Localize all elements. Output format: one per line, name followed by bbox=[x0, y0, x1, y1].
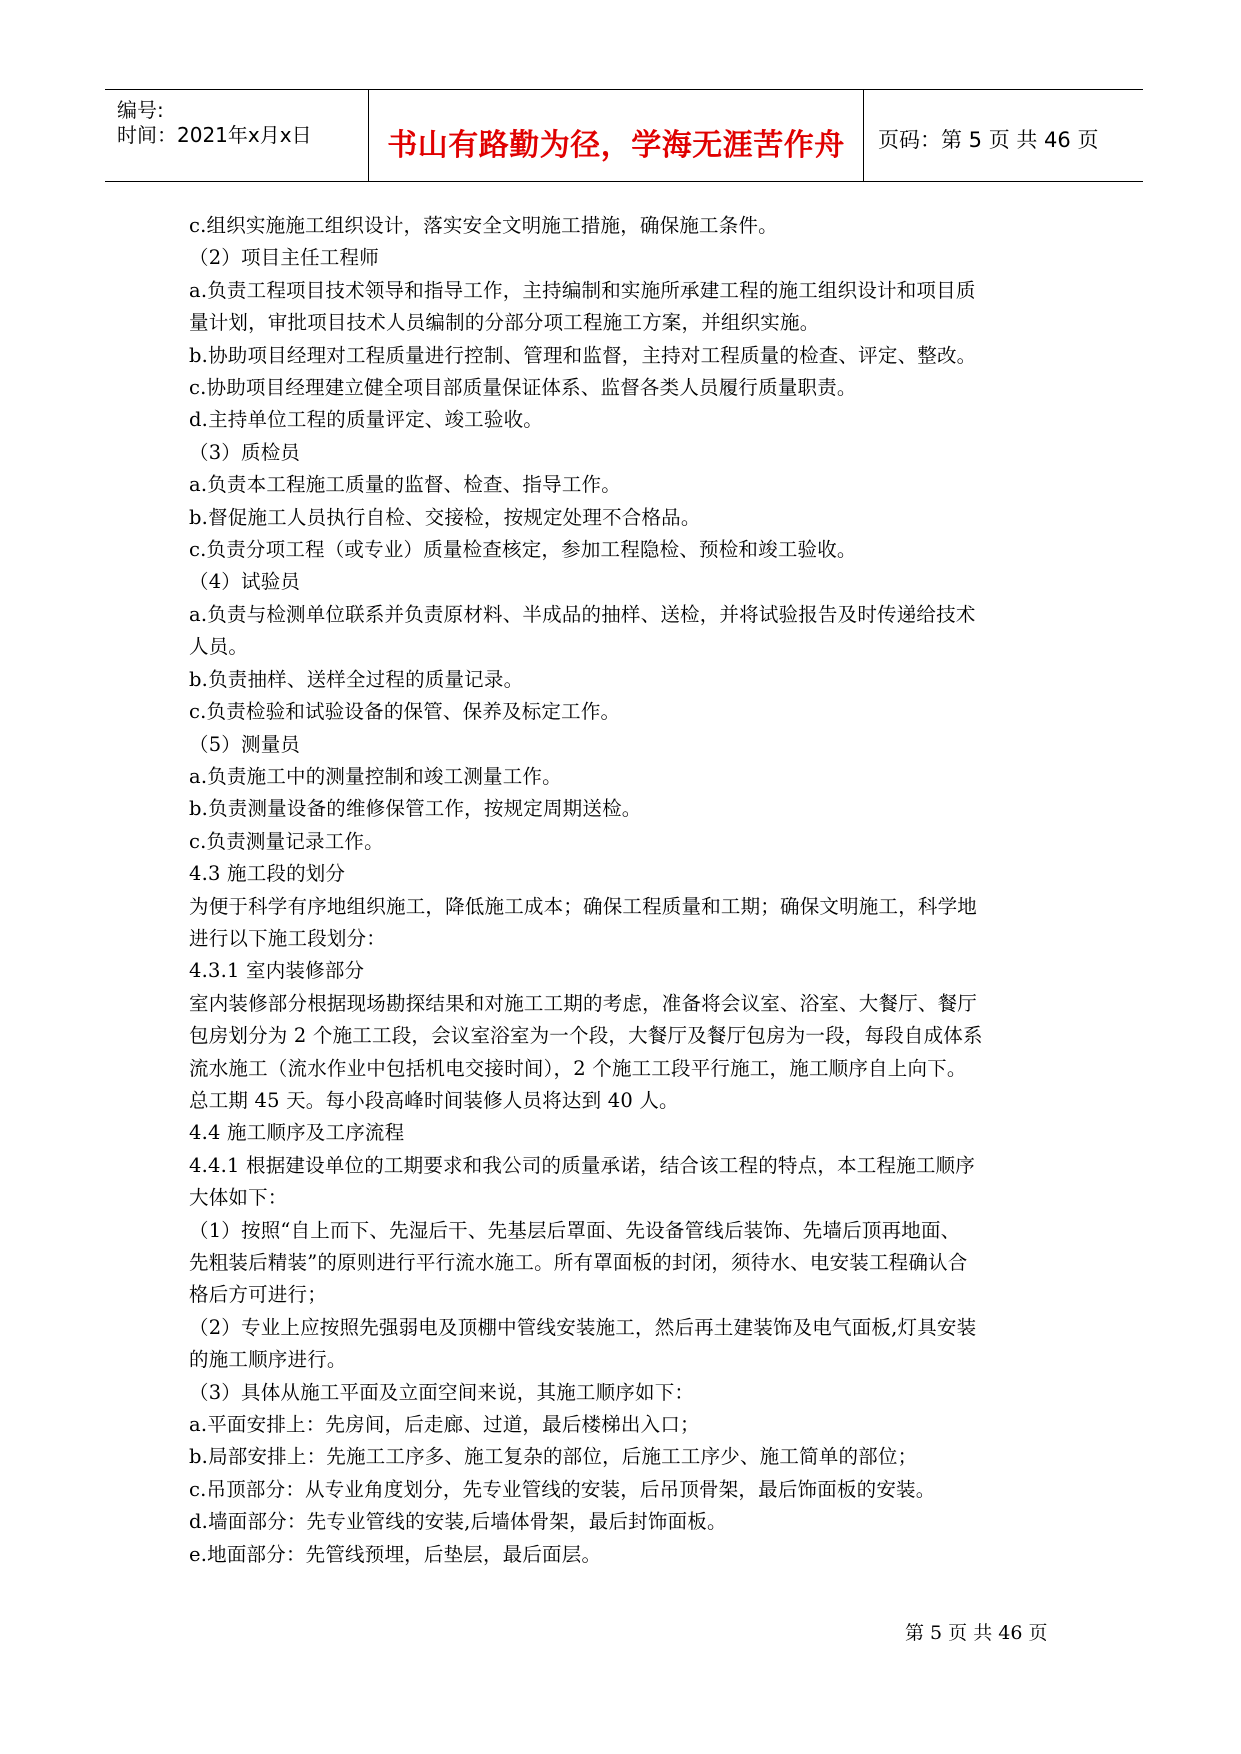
text-line: a.负责工程项目技术领导和指导工作，主持编制和实施所承建工程的施工组织设计和项目质 bbox=[189, 278, 976, 302]
text-line: b.负责测量设备的维修保管工作，按规定周期送检。 bbox=[189, 797, 642, 821]
header-motto: 书山有路勤为径，学海无涯苦作舟 bbox=[387, 128, 845, 163]
text-line: 为便于科学有序地组织施工，降低施工成本；确保工程质量和工期；确保文明施工，科学地 bbox=[189, 894, 978, 918]
text-line: c.负责测量记录工作。 bbox=[189, 829, 384, 853]
text-line: c.吊顶部分：从专业角度划分，先专业管线的安装，后吊顶骨架，最后饰面板的安装。 bbox=[189, 1477, 936, 1501]
text-line: 流水施工（流水作业中包括机电交接时间），2 个施工工段平行施工，施工顺序自上向下。 bbox=[189, 1056, 967, 1080]
text-line: （2）项目主任工程师 bbox=[189, 246, 379, 270]
text-line: b.负责抽样、送样全过程的质量记录。 bbox=[189, 667, 524, 691]
text-line: e.地面部分：先管线预埋，后垫层，最后面层。 bbox=[189, 1542, 602, 1566]
text-line: a.负责与检测单位联系并负责原材料、半成品的抽样、送检，并将试验报告及时传递给技术 bbox=[189, 602, 976, 626]
text-line: d.主持单位工程的质量评定、竣工验收。 bbox=[189, 408, 543, 432]
text-line: 进行以下施工段划分： bbox=[189, 926, 387, 950]
header-motto-cell bbox=[369, 90, 864, 181]
text-line: 包房划分为 2 个施工工段，会议室浴室为一个段，大餐厅及餐厅包房为一段，每段自成体系 bbox=[189, 1024, 983, 1048]
text-line: （5）测量员 bbox=[189, 732, 301, 756]
document-number-label: 编号: bbox=[117, 98, 164, 122]
text-line: c.协助项目经理建立健全项目部质量保证体系、监督各类人员履行质量职责。 bbox=[189, 376, 857, 400]
text-line: c.组织实施施工组织设计，落实安全文明施工措施，确保施工条件。 bbox=[189, 214, 778, 237]
text-line: 格后方可进行； bbox=[189, 1283, 327, 1307]
header-info-cell bbox=[105, 90, 369, 181]
text-line: 量计划，审批项目技术人员编制的分部分项工程施工方案，并组织实施。 bbox=[189, 311, 820, 335]
text-line: 4.4 施工顺序及工序流程 bbox=[189, 1121, 405, 1145]
text-line: b.局部安排上：先施工工序多、施工复杂的部位，后施工工序少、施工简单的部位； bbox=[189, 1445, 918, 1469]
text-line: （3）具体从施工平面及立面空间来说，其施工顺序如下： bbox=[189, 1380, 695, 1404]
text-line: （2）专业上应按照先强弱电及顶棚中管线安装施工，然后再土建装饰及电气面板,灯具安装 bbox=[189, 1315, 977, 1339]
document-time-label: 时间：2021年x月x日 bbox=[117, 123, 312, 147]
text-line: （1）按照“自上而下、先湿后干、先基层后罩面、先设备管线后装饰、先墙后顶再地面、 bbox=[189, 1218, 961, 1242]
header-page-cell bbox=[864, 90, 1143, 181]
text-line: 4.4.1 根据建设单位的工期要求和我公司的质量承诺，结合该工程的特点，本工程施工顺序 bbox=[189, 1153, 975, 1177]
header-page-number: 页码：第 5 页 共 46 页 bbox=[878, 128, 1099, 152]
text-line: 4.3 施工段的划分 bbox=[189, 862, 346, 886]
text-line: 室内装修部分根据现场勘探结果和对施工工期的考虑，准备将会议室、浴室、大餐厅、餐厅 bbox=[189, 991, 978, 1015]
text-line: b.督促施工人员执行自检、交接检，按规定处理不合格品。 bbox=[189, 505, 701, 529]
text-line: 总工期 45 天。每小段高峰时间装修人员将达到 40 人。 bbox=[189, 1088, 679, 1112]
text-line: （4）试验员 bbox=[189, 570, 301, 594]
text-line: 的施工顺序进行。 bbox=[189, 1348, 347, 1372]
text-line: c.负责检验和试验设备的保管、保养及标定工作。 bbox=[189, 700, 621, 724]
text-line: 人员。 bbox=[189, 635, 249, 659]
text-line: d.墙面部分：先专业管线的安装,后墙体骨架，最后封饰面板。 bbox=[189, 1510, 727, 1534]
text-line: 4.3.1 室内装修部分 bbox=[189, 959, 365, 983]
text-line: 先粗装后精装”的原则进行平行流水施工。所有罩面板的封闭，须待水、电安装工程确认合 bbox=[189, 1251, 968, 1274]
text-line: a.平面安排上：先房间，后走廊、过道，最后楼梯出入口； bbox=[189, 1413, 700, 1437]
page-footer-number: 第 5 页 共 46 页 bbox=[905, 1622, 1048, 1644]
document-body bbox=[189, 210, 1059, 1571]
text-line: a.负责本工程施工质量的监督、检查、指导工作。 bbox=[189, 473, 621, 497]
text-line: 大体如下： bbox=[189, 1186, 288, 1210]
text-line: a.负责施工中的测量控制和竣工测量工作。 bbox=[189, 764, 562, 788]
page-header bbox=[105, 89, 1143, 182]
text-line: c.负责分项工程（或专业）质量检查核定，参加工程隐检、预检和竣工验收。 bbox=[189, 538, 857, 562]
text-line: （3）质检员 bbox=[189, 440, 301, 464]
text-line: b.协助项目经理对工程质量进行控制、管理和监督，主持对工程质量的检查、评定、整改。 bbox=[189, 343, 977, 367]
